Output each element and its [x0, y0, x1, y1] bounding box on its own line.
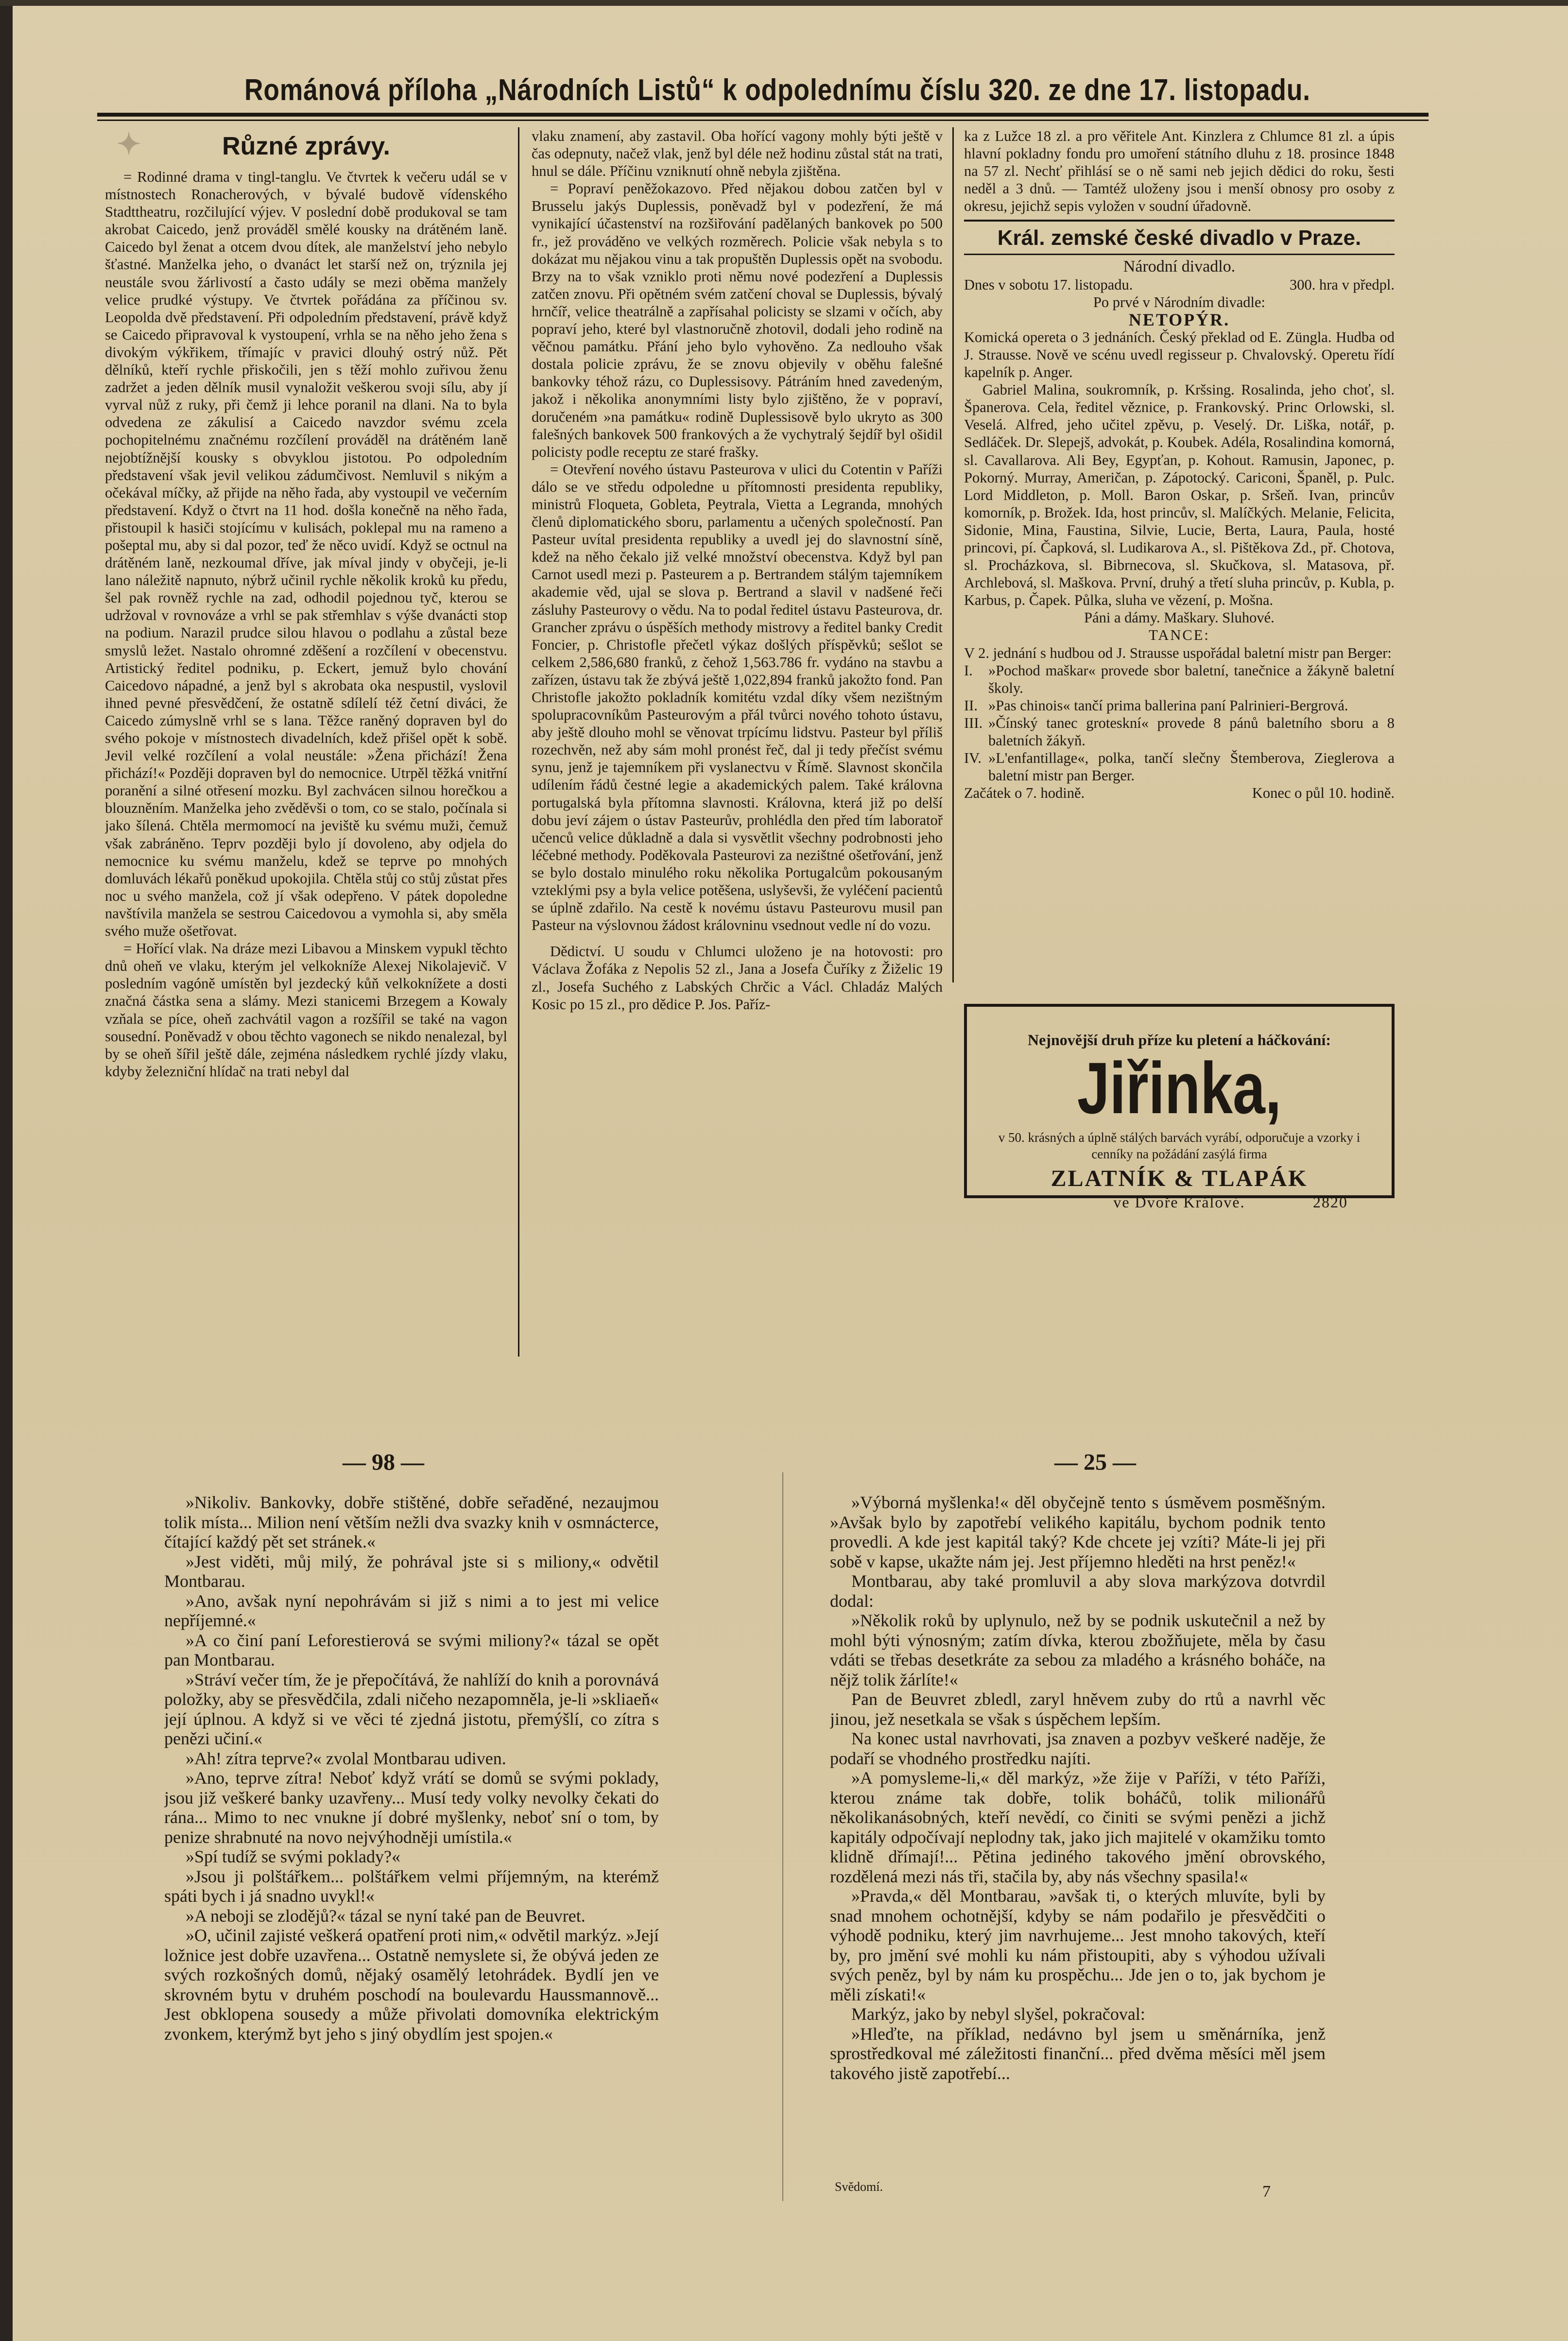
- news-item-burning-train: = Hořící vlak. Na dráze mezi Libavou a Minskem vypukl těchto dnů oheň ve vlaku, kterým jel velkokníže Alexej Nikolajevič. V posledním vagóně umístěn byl jezdecký kůň velkoknížete a dosti značná částka sena a slámy. Mezi stanicemi Brzegem a Kowaly vzňala se píce, oheň zachvátil vagon a rozšířil se také na vagon sousední. Poněvadž v obou těchto vagonech se nikdo nenalezal, byl by se oheň šířil ještě dále, zejména následkem rychlé jízdy vlaku, kdyby železniční hlídač na trati nebyl dal: [105, 940, 507, 1080]
- novel-paragraph: Pan de Beuvret zbledl, zaryl hněvem zuby do rtů a navrhl věc jinou, jež nesetkala se však s úspěchem lepším.: [830, 1689, 1326, 1729]
- theatre-performance-number: 300. hra v předpl.: [1290, 276, 1395, 293]
- theatre-first-time: Po prvé v Národním divadle:: [1093, 293, 1266, 310]
- theatre-play-title: NETOPÝR.: [1128, 310, 1230, 329]
- page-header-title: Románová příloha „Národních Listů“ k odpolednímu číslu 320. ze dne 17. listopadu.: [244, 73, 1310, 107]
- header-rule-thin: [97, 120, 1429, 121]
- novel-footer-signature: Svědomí.: [835, 2180, 883, 2194]
- theatre-rule-bottom: [964, 254, 1395, 255]
- news-item-train-continued: vlaku znamení, aby zastavil. Oba hořící vagony mohly býti ještě v čas odepnuty, načež vlak, jenž byl déle než hodinu zůstal stát na trati, hnul se dále. Příčinu vzniknutí ohně nebyla zjištěna.: [532, 128, 943, 180]
- novel-paragraph: »Jest viděti, můj milý, že pohrával jste si s miliony,« odvětil Montbarau.: [164, 1551, 659, 1591]
- theatre-rule-top: [964, 220, 1395, 222]
- novel-paragraph: »Ano, teprve zítra! Neboť když vrátí se domů se svými poklady, jsou již veškeré banky uzavřeny... Musí tedy volky nevolky čekati do rána... Mimo to nec vnukne jí dobré myšlenky, neboť sní o tom, by penize shrabnuté na novo nejvýhodněji umístila.«: [164, 1768, 659, 1847]
- dance-item: IV. »L'enfantillage«, polka, tančí slečny Štemberova, Zieglerova a baletní mistr pan Berger.: [964, 750, 1395, 784]
- novel-paragraph: »Hleďte, na příklad, nedávno byl jsem u směnárníka, jenž sprostředkoval mé záležitosti finanční... před dvěma měsíci měl jsem takového jistě zapotřebí...: [830, 2024, 1326, 2083]
- ad-brand-name: Jiřinka,: [1077, 1047, 1282, 1129]
- novel-paragraph: Na konec ustal navrhovati, jsa znaven a pozbyv veškeré naděje, že podaří se vhodného prostředku najíti.: [830, 1729, 1326, 1768]
- novel-paragraph: »A neboji se zlodějů?« tázal se nyní také pan de Beuvret.: [186, 1906, 586, 1926]
- theatre-end: Konec o půl 10. hodině.: [1252, 785, 1395, 802]
- scan-edge-top: [0, 0, 1568, 6]
- novel-right-page-number: — 25 —: [1054, 1449, 1136, 1475]
- theatre-date: Dnes v sobotu 17. listopadu.: [964, 276, 1133, 293]
- dance-item: II. »Pas chinois« tančí prima ballerina paní Palrinieri-Bergrová.: [964, 697, 1348, 714]
- novel-left-column: [164, 1493, 659, 2173]
- novel-paragraph: »Jsou ji polštářkem... polštářkem velmi příjemným, na kterémž spáti bych i já snadno uvykl!«: [164, 1866, 659, 1906]
- ad-number: 2820: [1313, 1193, 1348, 1211]
- novel-paragraph: »O, učinil zajisté veškerá opatření proti nim,« odvětil markýz. »Její ložnice jest dobře uzavřena... Ostatně nemyslete si, že obývá jeden ze svých rozkošných domů, nějaký osamělý letohrádek. Bydlí jen ve skrovném bytu v druhém poschodí na boulevardu Haussmannově... Jest obklopena sousedy a může přivolati domovníka elektrickým zvonkem, kterýmž byt jeho s jiný obydlím jest spojen.«: [164, 1926, 659, 2044]
- news-column-3: [964, 127, 1395, 1002]
- news-item-pasteur-institute: = Otevření nového ústavu Pasteurova v ulici du Cotentin v Paříži dálo se ve středu odpoledne u přítomnosti presidenta republiky, ministrů Floqueta, Gobleta, Peytrala, Vietta a Legranda, mnohých členů diplomatického sboru, parlamentu a učených společností. Pan Pasteur uvítal presidenta republiky a uvedl jej do slavnostní síně, kdež na něho čekalo již velké množství obecenstva. Když byl pan Carnot usedl mezi p. Pasteurem a p. Bertrandem stálým tajemníkem akademie věd, ujal se slova p. Bertrand a slavil v nadšené řeči zásluhy Pasteurovy o vědu. Na to podal ředitel ústavu Pasteurova, dr. Grancher zprávu o úspěších methody mistrovy a ředitel banky Credit Foncier, p. Christofle přečetl výkaz došlých příspěvků; sešlot se celkem 2,586,680 franků, z čehož 1,563.786 fr. vydáno na stavbu a zařízen, ústavu tak že zbývá ještě 1,022,894 franků jakožto fond. Pan Christofle jakožto pokladník komitétu vzdal díky všem nezištným spolupracovníkům Pasteurovým a přál tvůrci nového tohoto ústavu, aby ještě dlouho mohl se věnovat trpícímu lidstvu. Pasteur byl příliš rozechvěn, než aby sám mohl pronést řeč, dal ji tedy přečíst svému synu, jenž je tajemníkem při vyslanectvu v Římě. Slavnost skončila udílením řádů čestné legie a akademických palem. Také královna portugalská byla přítomna slavnosti. Královna, která již po delší dobu jeví zájem o ústav Pasteurův, prohlédla den před tím laboratoř učenců velice důkladně a dala si vysvětlit všechny podrobnosti jeho léčebné methody. Poděkovala Pasteurovi za nezištné ošetřování, jenž se bylo dostalo minulého roku několika Portugalcům pokousaným vzteklými psy a byla velice potěšena, uslyševši, že vyléčení pacientů se úplně zdařilo. Na cestě k novému ústavu Pasteurovu musil pan Pasteur na výslovnou žádost královninu vsednout vedle ní do vozu.: [532, 461, 943, 934]
- novel-paragraph: »Stráví večer tím, že je přepočítává, že nahlíží do knih a porovnává položky, aby se přesvědčila, zdali ničeho nezapomněla, je-li »skliaeň« její úplnou. A když si ve věci té zjedná jistotu, přemýšlí, co zítra s penězi učiní.«: [164, 1670, 659, 1748]
- theatre-heading: Král. zemské české divadlo v Praze.: [997, 226, 1361, 250]
- column-rule-1: [518, 127, 519, 1357]
- column-rule-2: [952, 127, 954, 982]
- novel-paragraph: »Pravda,« děl Montbarau, »avšak ti, o kterých mluvíte, byli by snad mnohem ochotnější, kdyby se nám podařilo je přesvědčiti o výhodě podniku, který jim navrhujeme... Jest mnoho takových, kteří by, pro jmění své mohli ku nám přistoupiti, aby s výhodou užívali svých peněz, byl by nám ku prospěchu... Jde jen o to, jak bychom je měli získati!«: [830, 1886, 1326, 2004]
- dance-item: III. »Čínský tanec groteskní« provede 8 pánů baletního sboru a 8 baletních žákyň.: [964, 714, 1395, 749]
- news-heading: Různé zprávy.: [222, 132, 390, 160]
- ad-firm-name: ZLATNÍK & TLAPÁK: [1051, 1166, 1308, 1191]
- novel-paragraph: »Ah! zítra teprve?« zvolal Montbarau udiven.: [186, 1748, 506, 1768]
- novel-footer-number: 7: [1262, 2183, 1271, 2201]
- ad-intro: Nejnovější druh příze ku pletení a háčkování:: [1027, 1031, 1331, 1049]
- yarn-advertisement: [964, 1004, 1395, 1211]
- ad-address-row: [967, 1192, 1392, 1212]
- novel-paragraph: »A co činí paní Leforestierová se svými miliony?« tázal se opět pan Montbarau.: [164, 1630, 659, 1670]
- theatre-venue: Národní divadlo.: [1123, 258, 1236, 276]
- news-column-2: [532, 127, 943, 1357]
- novel-left-page-number: — 98 —: [343, 1449, 424, 1475]
- theatre-date-row: [964, 276, 1395, 293]
- novel-paragraph: »A pomysleme-li,« děl markýz, »že žije v Paříži, v této Paříži, kterou známe tak dobře, tolik boháčů, tolik milionářů několikanásobných, kteří nevědí, co činiti se svými penězi a jichž kapitály odpočívají neplodny tak, jako jich majitelé v okamžiku tomto klidně dřímají!... Pětina jediného takového jmění obrovského, rozdělená mezi nás tři, stačila by, aby nás všechny spasila!«: [830, 1768, 1326, 1886]
- bleed-through-mark: ✦: [117, 128, 141, 160]
- novel-paragraph: »Nikoliv. Bankovky, dobře stištěné, dobře seřaděné, nezaujmou tolik místa... Milion není větším nežli dva svazky knih v osmnácterce, čítající každý pět set stránek.«: [164, 1493, 659, 1551]
- theatre-times: [964, 784, 1395, 802]
- novel-paragraph: »Několik roků by uplynulo, než by se podnik uskutečnil a než by mohl býti výnosným; zatím dívka, kterou zbožňujete, měla by času vdáti se třebas desetkráte za sebou za mladého a krásného boháče, na nějž tolik žárlíte!«: [830, 1611, 1326, 1689]
- news-item-inheritance: Dědictví. U soudu v Chlumci uloženo je na hotovosti: pro Václava Žofáka z Nepolis 52 zl., Jana a Josefa Čuříky z Žiželic 19 zl., Josefa Suchého z Labských Chrčic a Václ. Chladáz Malých Kosic po 15 zl., pro dědice P. Jos. Paříz-: [532, 943, 943, 1013]
- dance-item: I. »Pochod maškar« provede sbor baletní, tanečnice a žákyně baletní školy.: [964, 662, 1395, 696]
- novel-right-column: [830, 1493, 1326, 2173]
- news-item-inheritance-continued: ka z Lužce 18 zl. a pro věřitele Ant. Kinzlera z Chlumce 81 zl. a úpis hlavní pokladny fondu pro umoření státního dluhu z 18. prosince 1848 na 57 zl. Nechť přihlásí se o ně sami neb jejich dědici do roku, šesti neděl a 3 dnů. — Tamtéž uloženy jsou i menší obnosy pro osoby z okresu, jejichž sepis vyložen v soudní úřadovně.: [964, 128, 1395, 215]
- header-rule-thick: [97, 113, 1429, 117]
- theatre-description: Komická opereta o 3 jednáních. Český překlad od E. Züngla. Hudba od J. Strausse. Nově ve scénu uvedl regisseur p. Chvalovský. Operetu řídí kapelník p. Anger.: [964, 328, 1395, 381]
- novel-paragraph: »Výborná myšlenka!« děl obyčejně tento s úsměvem posměšným. »Avšak bylo by zapotřebí velikého kapitálu, bychom podnik tento provedli. A kde jest kapitál taký? Kde chcete jej vzíti? Máte-li jej při sobě v kapse, ukažte nám jej. Jest příjemno hleděti na hrst peněz!«: [830, 1493, 1326, 1571]
- ad-address: ve Dvoře Králové.: [1113, 1193, 1245, 1211]
- novel-paragraph: Montbarau, aby také promluvil a aby slova markýzova dotvrdil dodal:: [830, 1571, 1326, 1611]
- theatre-extras: Páni a dámy. Maškary. Sluhové.: [1084, 609, 1275, 626]
- novel-paragraph: Markýz, jako by nebyl slyšel, pokračoval:: [851, 2004, 1145, 2024]
- theatre-start: Začátek o 7. hodině.: [964, 785, 1085, 802]
- theatre-cast: Gabriel Malina, soukromník, p. Kršsing. Rosalinda, jeho choť, sl. Španerova. Cela, ředitel věznice, p. Frankovský. Princ Orlowski, sl. Veselá. Alfred, jeho učitel zpěvu, p. Veselý. Dr. Liška, notář, p. Sedláček. Dr. Slepejš, advokát, p. Koubek. Adéla, Rosalindina komorná, sl. Cavallarova. Ali Bey, Egypťan, p. Kohout. Ramusin, Japonec, p. Pokorný. Murray, Američan, p. Zápotocký. Cariconi, Španěl, p. Pulc. Lord Middleton, p. Moll. Baron Oskar, p. Sršeň. Ivan, princův komorník, p. Brožek. Ida, host princův, sl. Malíčkých. Melanie, Felicita, Sidonie, Mina, Faustina, Silvie, Lucie, Berta, Laura, Paula, hosté princovi, pí. Čapková, sl. Ludikarova A., sl. Pištěkova Zd., př. Chotova, sl. Procházkova, sl. Bibrnecova, sl. Skučkova, sl. Matasova, př. Archlebová, sl. Maškova. První, druhý a třetí sluha princův, p. Kubla, p. Karbus, p. Čapek. Půlka, sluha ve vězení, p. Mošna.: [964, 381, 1395, 609]
- news-item-family-drama: = Rodinné drama v tingl-tanglu. Ve čtvrtek k večeru udál se v místnostech Ronacherových, v bývalé budově vídenského Stadttheatru, rozčilující výjev. V poslední době produkoval se tam akrobat Caicedo, jenž prováděl smělé kousky na drátěném laně. Caicedo byl ženat a otcem dvou dítek, ale manželství jeho nebylo šťastné. Manželka jeho, o dvanáct let starší než on, trýznila jej neustále svou žárlivostí a často udály se mezi oběma manžely velice prudké výstupy. Ve čtvrtek pořádána za příčinou sv. Leopolda dvě představení. Při odpoledním představení, právě když se Caicedo připravoval k vystoupení, vrhla se na něho jeho žena s divokým výkřikem, třímajíc v pravici dlouhý ostrý nůž. Pět dělníků, kteří rychle přiskočili, jen s těží mohlo zuřivou ženu zadržet a jeden dělník musil vynaložit veškerou svoji sílu, aby jí vyrval nůž z ruky, při čemž ji lehce poranil na dlani. Na to byla odvedena ze zákulisí a Caicedo navzdor svému zcela pochopitelnému značnému rozčílení prováděl na drátěném laně nejobtížnější kousky s obvyklou jistotou. Po odpoledním představení však jevil velikou zádumčivost. Nemluvil s nikým a očekával míčky, až přijde na něho řada, aby vystoupil ve večerním představení. Když o čtvrt na 11 hod. došla konečně na něho řada, přistoupil k hasiči stojícímu v kulisách, poklepal mu na rameno a pošeptal mu, aby si dal pozor, teď že něco uvidí. Když se octnul na drátěném laně, nezkoumal dříve, jak míval jindy v obyčeji, je-li lano náležitě napnuto, nýbrž učinil rychle několik kroků ku předu, šel pak rovněž rychle na zad, odhodil pojednou tyč, kterou se udržoval v rovnováze a vrhl se pak střemhlav s výše dvanácti stop na podium. Narazil prudce silou hlavou o podlahu a zůstal beze smyslů ležet. Nastalo ohromné zděšení a rozčílení v obecenstvu. Artistický ředitel podniku, p. Eckert, jemuž bylo chování Caicedovo nápadné, a jenž byl s akrobata oka nespustil, vyslovil ihned pevné přesvědčení, že ostatně sdílelí též četní diváci, že Caicedo zúmyslně vrhl se s lana. Těžce raněný dopraven byl do svého pokoje v místnostech divadelních, kdež přišel opět k sobě. Jevil velké rozčílení a volal neustále: »Žena přichází! Žena přichází!« Později dopraven byl do nemocnice. Utrpěl těžká vnitřní poranění a silné otřesení mozku. Byl zachvácen silnou horečkou a blouzněním. Manželka jeho zvěděvši o tom, co se stalo, počínala si jako šílená. Chtěla mermomocí na jeviště ku svému muži, čemuž však zabráněno. Teprv později bylo jí dovoleno, aby odjela do nemocnice ku svému manželu, kdež se teprve po mnohých domluvách lékařů poněkud upokojila. Chtěla stůj co stůj zůstat přes noc u svého manžela, což jí však odepřeno. V pátek dopoledne navštívila manžela se sestrou Caicedovou a vymohla si, aby směla svého muže ošetřovat.: [105, 169, 507, 940]
- novel-center-fold: [782, 1472, 783, 2201]
- scan-edge-left: [0, 0, 13, 2341]
- ad-description: v 50. krásných a úplně stálých barvách vyrábí, odporučuje a vzorky i cenníky na požádání zasýlá firma: [998, 1130, 1361, 1161]
- news-item-counterfeiter: = Popraví peněžokazovo. Před nějakou dobou zatčen byl v Brusselu jakýs Duplessis, poněvadž byl v podezření, že má vynikající účastenství na rozšiřování padělaných bankovek po 500 fr., jež prováděno ve velkých rozměrech. Policie však nebyla s to dokázat mu nějakou vinu a tak propuštěn Duplessis opět na svobodu. Brzy na to však vzniklo proti němu nové podezření a Duplessis zatčen znovu. Při opětném svém zatčení choval se Duplessis, bývalý hrnčíř, velice theatrálně a zapřísahal policisty se slzami v očích, aby popraví jeho, které byl vlastnoručně zhotovil, dodali jeho rodině na věčnou památku. Přání jeho bylo vyhověno. Za nedlouho však dostala policie zprávu, že se znovu objevily v oběhu falešné bankovky téhož rázu, co Duplessisovy. Pátráním hned zavedeným, jakož i několika anonymními listy bylo zjištěno, že v popraví, doručeném »na památku« rodině Duplessisově bylo ukryto as 300 falešných bankovek 500 frankových a že vychytralý šejdíř byl ošidil policisty podle receptu ze staré frašky.: [532, 180, 943, 460]
- theatre-dances-heading: TANCE:: [1149, 627, 1210, 644]
- novel-paragraph: »Ano, avšak nyní nepohrávám si již s nimi a to jest mi velice nepříjemné.«: [164, 1591, 659, 1630]
- novel-paragraph: »Spí tudíž se svými poklady?«: [186, 1847, 400, 1866]
- theatre-dances-intro: V 2. jednání s hudbou od J. Strausse uspořádal baletní mistr pan Berger:: [964, 644, 1392, 661]
- news-column-1: [105, 127, 507, 1357]
